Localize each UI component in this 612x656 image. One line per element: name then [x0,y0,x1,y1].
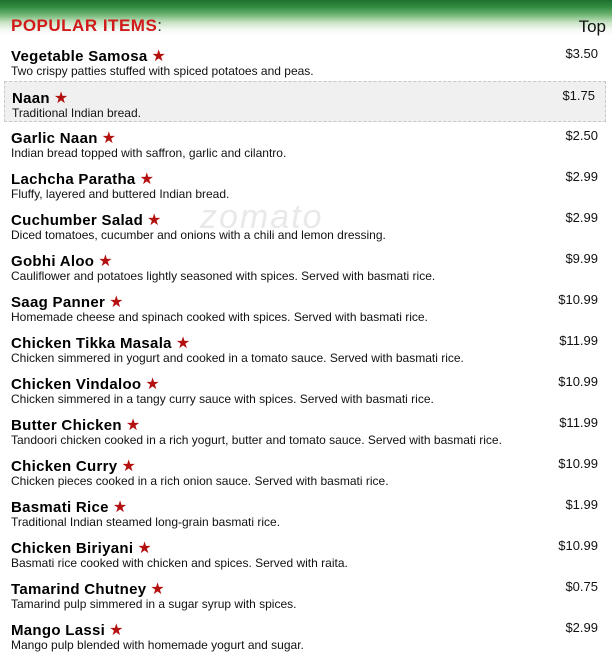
star-icon: ★ [121,458,137,475]
item-name-text: Vegetable Samosa [11,48,148,65]
star-icon: ★ [112,499,128,516]
item-description: Basmati rice cooked with chicken and spices. Served with raita. [11,556,348,570]
item-description: Chicken simmered in yogurt and cooked in a tomato sauce. Served with basmati rice. [11,351,464,365]
star-icon: ★ [101,130,117,147]
item-description: Chicken pieces cooked in a rich onion sauce. Served with basmati rice. [11,474,389,488]
item-price: $1.75 [562,88,595,103]
item-name-text: Cuchumber Salad [11,212,144,229]
top-link[interactable]: Top [578,17,606,36]
item-description: Fluffy, layered and buttered Indian bread. [11,187,230,201]
item-name[interactable] [11,456,136,476]
item-description: Two crispy patties stuffed with spiced potatoes and peas. [11,64,314,78]
item-price: $11.99 [559,333,598,348]
star-icon: ★ [109,294,124,311]
menu-item [4,81,606,122]
section-header [0,0,612,36]
item-name[interactable] [11,538,152,558]
menu-item [0,368,612,409]
item-name[interactable] [11,415,141,435]
item-name[interactable] [11,46,166,66]
item-price: $10.99 [558,374,598,389]
star-icon: ★ [151,48,167,65]
item-name-text: Chicken Curry [11,458,118,475]
menu-item [0,163,612,204]
item-name[interactable] [11,169,154,189]
item-price: $2.99 [565,620,598,635]
item-price: $0.75 [565,579,598,594]
item-description: Homemade cheese and spinach cooked with spices. Served with basmati rice. [11,310,428,324]
menu-item [0,491,612,532]
menu-item [0,532,612,573]
menu-item [0,245,612,286]
item-name-text: Lachcha Paratha [11,171,136,188]
item-name[interactable] [11,292,124,312]
menu-item [0,286,612,327]
menu-item [0,409,612,450]
item-price: $10.99 [558,538,598,553]
item-price: $3.50 [565,46,598,61]
section-title-colon: : [157,16,163,35]
item-name-text: Garlic Naan [11,130,98,147]
item-name-text: Saag Panner [11,294,106,311]
star-icon: ★ [145,376,161,393]
star-icon: ★ [98,253,113,270]
item-description: Mango pulp blended with homemade yogurt and sugar. [11,638,304,652]
star-icon: ★ [125,417,141,434]
item-name[interactable] [11,210,162,230]
item-name-text: Chicken Vindaloo [11,376,142,393]
item-price: $11.99 [559,415,598,430]
item-price: $10.99 [558,292,598,307]
item-name-text: Chicken Tikka Masala [11,335,172,352]
item-price: $10.99 [558,456,598,471]
menu-item [0,450,612,491]
item-name[interactable] [11,579,165,599]
item-price: $2.99 [565,210,598,225]
item-name-text: Mango Lassi [11,622,106,639]
watermark: zomato [200,198,324,236]
star-icon: ★ [147,212,162,229]
item-description: Tamarind pulp simmered in a sugar syrup with spices. [11,597,297,611]
star-icon: ★ [109,622,124,639]
item-name-text: Butter Chicken [11,417,122,434]
item-description: Diced tomatoes, cucumber and onions with a chili and lemon dressing. [11,228,386,242]
item-description: Chicken simmered in a tangy curry sauce with spices. Served with basmati rice. [11,392,434,406]
menu-item [0,327,612,368]
item-description: Indian bread topped with saffron, garlic and cilantro. [11,146,287,160]
star-icon: ★ [137,540,152,557]
item-price: $2.50 [565,128,598,143]
item-price: $9.99 [565,251,598,266]
item-description: Tandoori chicken cooked in a rich yogurt, butter and tomato sauce. Served with basmati rice. [11,433,502,447]
item-name[interactable] [11,333,190,353]
item-name[interactable] [11,374,160,394]
menu-item [0,122,612,163]
section-title-text: POPULAR ITEMS [11,16,158,35]
item-description: Cauliflower and potatoes lightly seasoned with spices. Served with basmati rice. [11,269,436,283]
menu-item [0,204,612,245]
star-icon: ★ [53,90,69,107]
item-name[interactable] [11,128,116,148]
item-name[interactable] [11,497,127,517]
menu-item [0,573,612,614]
item-description: Traditional Indian steamed long-grain basmati rice. [11,515,281,529]
star-icon: ★ [139,171,155,188]
item-name[interactable] [12,88,69,108]
item-price: $2.99 [565,169,598,184]
item-name-text: Basmati Rice [11,499,109,516]
item-name-text: Naan [12,90,50,107]
item-description: Traditional Indian bread. [12,106,141,120]
item-name[interactable] [11,251,113,271]
item-name[interactable] [11,620,124,640]
star-icon: ★ [175,335,191,352]
menu-item [0,40,612,81]
menu-item [0,614,612,655]
item-name-text: Chicken Biriyani [11,540,134,557]
section-title [11,16,163,36]
item-price: $1.99 [565,497,598,512]
item-name-text: Tamarind Chutney [11,581,147,598]
star-icon: ★ [150,581,166,598]
item-name-text: Gobhi Aloo [11,253,95,270]
